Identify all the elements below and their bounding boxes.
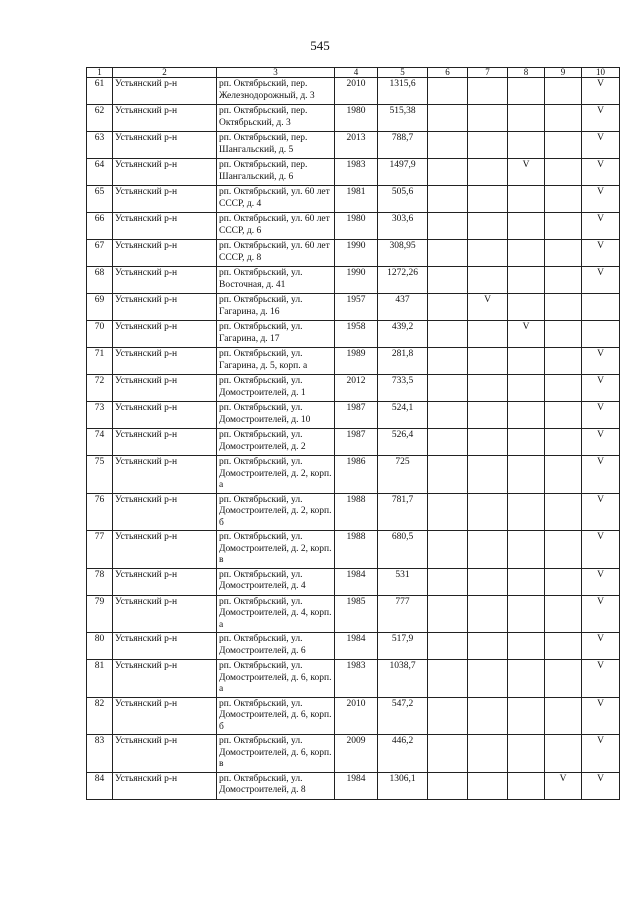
- district-cell: Устьянский р-н: [113, 429, 217, 456]
- district-cell: Устьянский р-н: [113, 240, 217, 267]
- address-cell: рп. Октябрьский, ул. 60 лет СССР, д. 8: [217, 240, 335, 267]
- mark-cell-8: [508, 493, 545, 531]
- row-number: 63: [87, 132, 113, 159]
- table-row: [87, 375, 620, 402]
- row-number: 75: [87, 456, 113, 494]
- mark-cell-6: [428, 633, 468, 660]
- mark-cell-10: V: [582, 267, 620, 294]
- mark-cell-10: V: [582, 159, 620, 186]
- table-row: [87, 159, 620, 186]
- mark-cell-9: [545, 78, 582, 105]
- table-row: [87, 321, 620, 348]
- year-cell: 2013: [335, 132, 378, 159]
- mark-cell-10: V: [582, 493, 620, 531]
- mark-cell-7: [468, 429, 508, 456]
- mark-cell-7: [468, 159, 508, 186]
- district-cell: Устьянский р-н: [113, 105, 217, 132]
- row-number: 67: [87, 240, 113, 267]
- area-cell: 308,95: [378, 240, 428, 267]
- row-number: 70: [87, 321, 113, 348]
- year-cell: 1990: [335, 267, 378, 294]
- row-number: 74: [87, 429, 113, 456]
- mark-cell-7: [468, 186, 508, 213]
- mark-cell-9: [545, 493, 582, 531]
- mark-cell-9: [545, 132, 582, 159]
- area-cell: 781,7: [378, 493, 428, 531]
- year-cell: 1983: [335, 660, 378, 698]
- address-cell: рп. Октябрьский, ул. Домостроителей, д. 10: [217, 402, 335, 429]
- mark-cell-8: [508, 633, 545, 660]
- row-number: 76: [87, 493, 113, 531]
- mark-cell-6: [428, 213, 468, 240]
- address-cell: рп. Октябрьский, ул. Гагарина, д. 16: [217, 294, 335, 321]
- year-cell: 1987: [335, 429, 378, 456]
- mark-cell-8: [508, 402, 545, 429]
- mark-cell-6: [428, 697, 468, 735]
- mark-cell-6: [428, 493, 468, 531]
- mark-cell-7: [468, 348, 508, 375]
- address-cell: рп. Октябрьский, пер. Октябрьский, д. 3: [217, 105, 335, 132]
- address-cell: рп. Октябрьский, ул. Домостроителей, д. 6, корп. б: [217, 697, 335, 735]
- mark-cell-10: V: [582, 660, 620, 698]
- table-row: [87, 186, 620, 213]
- year-cell: 2010: [335, 697, 378, 735]
- mark-cell-9: [545, 159, 582, 186]
- column-header: 1: [87, 68, 113, 78]
- mark-cell-7: [468, 531, 508, 569]
- table-row: [87, 240, 620, 267]
- mark-cell-10: V: [582, 633, 620, 660]
- mark-cell-9: [545, 240, 582, 267]
- mark-cell-8: [508, 267, 545, 294]
- mark-cell-6: [428, 240, 468, 267]
- mark-cell-7: [468, 493, 508, 531]
- mark-cell-8: [508, 240, 545, 267]
- mark-cell-8: [508, 697, 545, 735]
- area-cell: 446,2: [378, 735, 428, 773]
- year-cell: 1988: [335, 531, 378, 569]
- mark-cell-6: [428, 531, 468, 569]
- mark-cell-6: [428, 735, 468, 773]
- column-header: 2: [113, 68, 217, 78]
- mark-cell-7: [468, 633, 508, 660]
- area-cell: 526,4: [378, 429, 428, 456]
- mark-cell-9: [545, 633, 582, 660]
- column-header: 8: [508, 68, 545, 78]
- address-cell: рп. Октябрьский, ул. Домостроителей, д. 2: [217, 429, 335, 456]
- mark-cell-9: [545, 294, 582, 321]
- mark-cell-8: [508, 213, 545, 240]
- district-cell: Устьянский р-н: [113, 213, 217, 240]
- column-header: 7: [468, 68, 508, 78]
- mark-cell-10: V: [582, 132, 620, 159]
- mark-cell-8: [508, 105, 545, 132]
- area-cell: 733,5: [378, 375, 428, 402]
- mark-cell-8: V: [508, 321, 545, 348]
- year-cell: 1988: [335, 493, 378, 531]
- mark-cell-7: [468, 213, 508, 240]
- area-cell: 1315,6: [378, 78, 428, 105]
- district-cell: Устьянский р-н: [113, 159, 217, 186]
- area-cell: 1038,7: [378, 660, 428, 698]
- area-cell: 439,2: [378, 321, 428, 348]
- mark-cell-8: [508, 595, 545, 633]
- year-cell: 1986: [335, 456, 378, 494]
- year-cell: 1983: [335, 159, 378, 186]
- year-cell: 1980: [335, 213, 378, 240]
- row-number: 62: [87, 105, 113, 132]
- area-cell: 515,38: [378, 105, 428, 132]
- mark-cell-7: [468, 772, 508, 799]
- page-number: 545: [310, 38, 330, 53]
- mark-cell-7: [468, 456, 508, 494]
- mark-cell-7: [468, 267, 508, 294]
- row-number: 65: [87, 186, 113, 213]
- table-body: [87, 78, 620, 800]
- year-cell: 2012: [335, 375, 378, 402]
- address-cell: рп. Октябрьский, ул. Домостроителей, д. 2, корп. в: [217, 531, 335, 569]
- register-table: [86, 67, 620, 800]
- table-row: [87, 429, 620, 456]
- year-cell: 1984: [335, 568, 378, 595]
- area-cell: 281,8: [378, 348, 428, 375]
- mark-cell-6: [428, 402, 468, 429]
- mark-cell-6: [428, 294, 468, 321]
- mark-cell-8: [508, 429, 545, 456]
- mark-cell-9: [545, 456, 582, 494]
- mark-cell-6: [428, 568, 468, 595]
- table-row: [87, 660, 620, 698]
- area-cell: 524,1: [378, 402, 428, 429]
- area-cell: 437: [378, 294, 428, 321]
- row-number: 78: [87, 568, 113, 595]
- mark-cell-8: [508, 660, 545, 698]
- mark-cell-10: V: [582, 375, 620, 402]
- table-row: [87, 402, 620, 429]
- mark-cell-10: V: [582, 402, 620, 429]
- mark-cell-6: [428, 375, 468, 402]
- area-cell: 517,9: [378, 633, 428, 660]
- district-cell: Устьянский р-н: [113, 697, 217, 735]
- mark-cell-10: V: [582, 105, 620, 132]
- address-cell: рп. Октябрьский, ул. 60 лет СССР, д. 4: [217, 186, 335, 213]
- mark-cell-6: [428, 267, 468, 294]
- address-cell: рп. Октябрьский, ул. Домостроителей, д. 6: [217, 633, 335, 660]
- table-row: [87, 531, 620, 569]
- address-cell: рп. Октябрьский, ул. Домостроителей, д. 6, корп. в: [217, 735, 335, 773]
- area-cell: 547,2: [378, 697, 428, 735]
- mark-cell-8: [508, 568, 545, 595]
- mark-cell-10: V: [582, 186, 620, 213]
- mark-cell-10: V: [582, 456, 620, 494]
- row-number: 79: [87, 595, 113, 633]
- mark-cell-9: [545, 660, 582, 698]
- mark-cell-10: V: [582, 735, 620, 773]
- mark-cell-10: V: [582, 213, 620, 240]
- district-cell: Устьянский р-н: [113, 568, 217, 595]
- column-header: 3: [217, 68, 335, 78]
- mark-cell-6: [428, 595, 468, 633]
- year-cell: 1985: [335, 595, 378, 633]
- mark-cell-9: [545, 348, 582, 375]
- row-number: 66: [87, 213, 113, 240]
- address-cell: рп. Октябрьский, ул. 60 лет СССР, д. 6: [217, 213, 335, 240]
- district-cell: Устьянский р-н: [113, 78, 217, 105]
- row-number: 82: [87, 697, 113, 735]
- year-cell: 1981: [335, 186, 378, 213]
- mark-cell-9: V: [545, 772, 582, 799]
- mark-cell-9: [545, 105, 582, 132]
- year-cell: 1980: [335, 105, 378, 132]
- mark-cell-6: [428, 321, 468, 348]
- table-row: [87, 294, 620, 321]
- mark-cell-6: [428, 78, 468, 105]
- address-cell: рп. Октябрьский, пер. Шангальский, д. 5: [217, 132, 335, 159]
- mark-cell-8: [508, 294, 545, 321]
- address-cell: рп. Октябрьский, пер. Железнодорожный, д. 3: [217, 78, 335, 105]
- column-header: 9: [545, 68, 582, 78]
- district-cell: Устьянский р-н: [113, 267, 217, 294]
- mark-cell-10: V: [582, 348, 620, 375]
- mark-cell-8: [508, 348, 545, 375]
- table-row: [87, 78, 620, 105]
- area-cell: 788,7: [378, 132, 428, 159]
- area-cell: 777: [378, 595, 428, 633]
- year-cell: 1984: [335, 772, 378, 799]
- mark-cell-8: [508, 186, 545, 213]
- address-cell: рп. Октябрьский, ул. Домостроителей, д. 2, корп. а: [217, 456, 335, 494]
- mark-cell-9: [545, 697, 582, 735]
- mark-cell-9: [545, 213, 582, 240]
- mark-cell-7: [468, 321, 508, 348]
- area-cell: 1497,9: [378, 159, 428, 186]
- district-cell: Устьянский р-н: [113, 493, 217, 531]
- area-cell: 725: [378, 456, 428, 494]
- district-cell: Устьянский р-н: [113, 531, 217, 569]
- mark-cell-9: [545, 595, 582, 633]
- mark-cell-8: [508, 375, 545, 402]
- mark-cell-6: [428, 159, 468, 186]
- column-header: 4: [335, 68, 378, 78]
- mark-cell-9: [545, 267, 582, 294]
- district-cell: Устьянский р-н: [113, 595, 217, 633]
- district-cell: Устьянский р-н: [113, 348, 217, 375]
- address-cell: рп. Октябрьский, ул. Домостроителей, д. 1: [217, 375, 335, 402]
- area-cell: 303,6: [378, 213, 428, 240]
- row-number: 81: [87, 660, 113, 698]
- address-cell: рп. Октябрьский, ул. Гагарина, д. 5, корп. а: [217, 348, 335, 375]
- address-cell: рп. Октябрьский, ул. Гагарина, д. 17: [217, 321, 335, 348]
- row-number: 72: [87, 375, 113, 402]
- mark-cell-7: [468, 78, 508, 105]
- mark-cell-10: V: [582, 531, 620, 569]
- row-number: 73: [87, 402, 113, 429]
- year-cell: 1989: [335, 348, 378, 375]
- mark-cell-9: [545, 568, 582, 595]
- district-cell: Устьянский р-н: [113, 735, 217, 773]
- district-cell: Устьянский р-н: [113, 660, 217, 698]
- table-row: [87, 568, 620, 595]
- district-cell: Устьянский р-н: [113, 456, 217, 494]
- mark-cell-9: [545, 735, 582, 773]
- area-cell: 680,5: [378, 531, 428, 569]
- column-header: 6: [428, 68, 468, 78]
- mark-cell-7: [468, 402, 508, 429]
- area-cell: 1272,26: [378, 267, 428, 294]
- mark-cell-10: V: [582, 697, 620, 735]
- mark-cell-6: [428, 772, 468, 799]
- year-cell: 1990: [335, 240, 378, 267]
- year-cell: 2010: [335, 78, 378, 105]
- mark-cell-6: [428, 105, 468, 132]
- mark-cell-8: [508, 456, 545, 494]
- table-row: [87, 132, 620, 159]
- district-cell: Устьянский р-н: [113, 186, 217, 213]
- mark-cell-8: [508, 132, 545, 159]
- mark-cell-7: [468, 240, 508, 267]
- address-cell: рп. Октябрьский, ул. Домостроителей, д. 4: [217, 568, 335, 595]
- year-cell: 2009: [335, 735, 378, 773]
- address-cell: рп. Октябрьский, пер. Шангальский, д. 6: [217, 159, 335, 186]
- mark-cell-10: V: [582, 429, 620, 456]
- table-row: [87, 595, 620, 633]
- address-cell: рп. Октябрьский, ул. Домостроителей, д. 2, корп. б: [217, 493, 335, 531]
- column-header: 5: [378, 68, 428, 78]
- mark-cell-7: [468, 595, 508, 633]
- mark-cell-10: V: [582, 772, 620, 799]
- row-number: 69: [87, 294, 113, 321]
- mark-cell-7: [468, 568, 508, 595]
- mark-cell-10: [582, 321, 620, 348]
- mark-cell-7: V: [468, 294, 508, 321]
- district-cell: Устьянский р-н: [113, 402, 217, 429]
- year-cell: 1987: [335, 402, 378, 429]
- mark-cell-7: [468, 660, 508, 698]
- mark-cell-9: [545, 186, 582, 213]
- table-row: [87, 493, 620, 531]
- mark-cell-9: [545, 429, 582, 456]
- mark-cell-7: [468, 735, 508, 773]
- mark-cell-9: [545, 531, 582, 569]
- mark-cell-9: [545, 321, 582, 348]
- row-number: 84: [87, 772, 113, 799]
- mark-cell-6: [428, 132, 468, 159]
- mark-cell-8: [508, 78, 545, 105]
- address-cell: рп. Октябрьский, ул. Домостроителей, д. 6, корп. а: [217, 660, 335, 698]
- row-number: 64: [87, 159, 113, 186]
- mark-cell-7: [468, 105, 508, 132]
- mark-cell-10: V: [582, 568, 620, 595]
- year-cell: 1984: [335, 633, 378, 660]
- area-cell: 531: [378, 568, 428, 595]
- mark-cell-8: [508, 531, 545, 569]
- column-header: 10: [582, 68, 620, 78]
- mark-cell-10: V: [582, 78, 620, 105]
- mark-cell-10: V: [582, 240, 620, 267]
- mark-cell-6: [428, 429, 468, 456]
- address-cell: рп. Октябрьский, ул. Восточная, д. 41: [217, 267, 335, 294]
- row-number: 68: [87, 267, 113, 294]
- year-cell: 1957: [335, 294, 378, 321]
- mark-cell-10: V: [582, 595, 620, 633]
- mark-cell-9: [545, 402, 582, 429]
- area-cell: 505,6: [378, 186, 428, 213]
- district-cell: Устьянский р-н: [113, 294, 217, 321]
- mark-cell-6: [428, 348, 468, 375]
- year-cell: 1958: [335, 321, 378, 348]
- mark-cell-7: [468, 375, 508, 402]
- table-row: [87, 213, 620, 240]
- row-number: 83: [87, 735, 113, 773]
- district-cell: Устьянский р-н: [113, 375, 217, 402]
- mark-cell-8: [508, 772, 545, 799]
- column-number-row: [87, 68, 620, 78]
- address-cell: рп. Октябрьский, ул. Домостроителей, д. 4, корп. а: [217, 595, 335, 633]
- table-row: [87, 735, 620, 773]
- table-row: [87, 772, 620, 799]
- area-cell: 1306,1: [378, 772, 428, 799]
- row-number: 61: [87, 78, 113, 105]
- table-row: [87, 456, 620, 494]
- district-cell: Устьянский р-н: [113, 772, 217, 799]
- mark-cell-6: [428, 186, 468, 213]
- table-row: [87, 267, 620, 294]
- district-cell: Устьянский р-н: [113, 132, 217, 159]
- mark-cell-7: [468, 697, 508, 735]
- mark-cell-10: [582, 294, 620, 321]
- table-row: [87, 697, 620, 735]
- row-number: 77: [87, 531, 113, 569]
- address-cell: рп. Октябрьский, ул. Домостроителей, д. 8: [217, 772, 335, 799]
- mark-cell-9: [545, 375, 582, 402]
- district-cell: Устьянский р-н: [113, 321, 217, 348]
- table-row: [87, 105, 620, 132]
- row-number: 71: [87, 348, 113, 375]
- mark-cell-7: [468, 132, 508, 159]
- district-cell: Устьянский р-н: [113, 633, 217, 660]
- table-row: [87, 633, 620, 660]
- mark-cell-8: [508, 735, 545, 773]
- row-number: 80: [87, 633, 113, 660]
- mark-cell-6: [428, 660, 468, 698]
- table-row: [87, 348, 620, 375]
- mark-cell-6: [428, 456, 468, 494]
- mark-cell-8: V: [508, 159, 545, 186]
